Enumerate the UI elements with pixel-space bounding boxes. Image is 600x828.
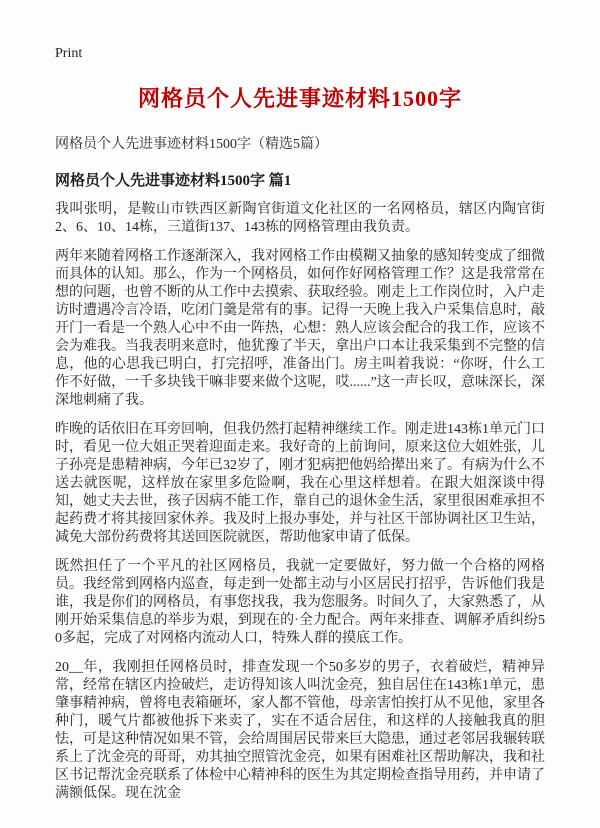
print-link[interactable]: Print bbox=[55, 46, 83, 61]
page-title: 网格员个人先进事迹材料1500字 bbox=[137, 86, 462, 111]
article-body bbox=[55, 201, 545, 803]
document-subtitle: 网格员个人先进事迹材料1500字（精选5篇） bbox=[55, 137, 328, 152]
article-paragraph: 两年来随着网格工作逐渐深入，我对网格工作由模糊又抽象的感知转变成了细微而具体的认知。那么，作为一个网格员，如何作好网格管理工作？这是我常常在想的问题，也曾不断的从工作中去摸索、获取经验。刚走上工作岗位时，入户走访时遭遇冷言冷语，吃闭门羹是常有的事。记得一天晚上我入户采集信息时，敲开门一看是一个熟人心中不由一阵热，心想：熟人应该会配合的我工作，应该不会为难我。当我表明来意时，他犹豫了半天，拿出户口本让我采集到不完整的信息，他的心思我已明白，打完招呼，准备出门。房主叫着我说：“你呀，什么工作不好做，一千多块钱干嘛非要来做个这呢，哎......”这一声长叹，意味深长，深深地刺痛了我。 bbox=[55, 249, 545, 408]
section-heading-part1: 网格员个人先进事迹材料1500字 篇1 bbox=[55, 173, 292, 189]
article-paragraph: 我叫张明，是鞍山市铁西区新陶官街道文化社区的一名网格员，辖区内陶官街2、6、10、14栋，三道街137、143栋的网格管理由我负责。 bbox=[55, 202, 545, 235]
article-paragraph: 昨晚的话依旧在耳旁回响，但我仍然打起精神继续工作。刚走进143栋1单元门口时，看见一位大姐正哭着迎面走来。我好奇的上前询问，原来这位大姐姓张，儿子孙亮是患精神病，今年已32岁了，刚才犯病把他妈给撵出来了。有病为什么不送去就医呢，这样放在家里多危险啊，我在心里这样想着。在跟大姐深谈中得知，她丈夫去世，孩子因病不能工作，靠自己的退休金生活，家里很困难承担不起药费才将其接回家休养。我及时上报办事处，并与社区干部协调社区卫生站，减免大部份药费将其送回医院就医，帮助他家申请了低保。 bbox=[55, 422, 545, 545]
article-paragraph: 既然担任了一个平凡的社区网格员，我就一定要做好，努力做一个合格的网格员。我经常到网格内巡查，每走到一处都主动与小区居民打招乎，告诉他们我是谁，我是你们的网格员，有事您找我，我为您服务。时间久了，大家熟悉了，从刚开始采集信息的举步为艰，到现在的·全力配合。两年来排查、调解矛盾纠纷50多起，完成了对网格内流动人口，特殊人群的摸底工作。 bbox=[55, 559, 545, 646]
article-paragraph: 20__年，我刚担任网格员时，排查发现一个50多岁的男子，衣着破烂，精神异常，经常在辖区内捡破烂，走访得知该人叫沈金亮，独自居住在143栋1单元，患肇事精神病，曾将电表箱砸坏，家人都不管他，母亲害怕挨打从不见他，家里各种门，暖气片都被他拆下来卖了，实在不适合居住，和这样的人接触我真的胆怯，可是这种情况如果不管，会给周围居民带来巨大隐患，通过老邻居我辗转联系上了沈金亮的哥哥，劝其抽空照管沈金亮，如果有困难社区帮助解决，我和社区书记帮沈金亮联系了体检中心精神科的医生为其定期检查指导用药，并申请了满额低保。现在沈金 bbox=[55, 660, 545, 801]
